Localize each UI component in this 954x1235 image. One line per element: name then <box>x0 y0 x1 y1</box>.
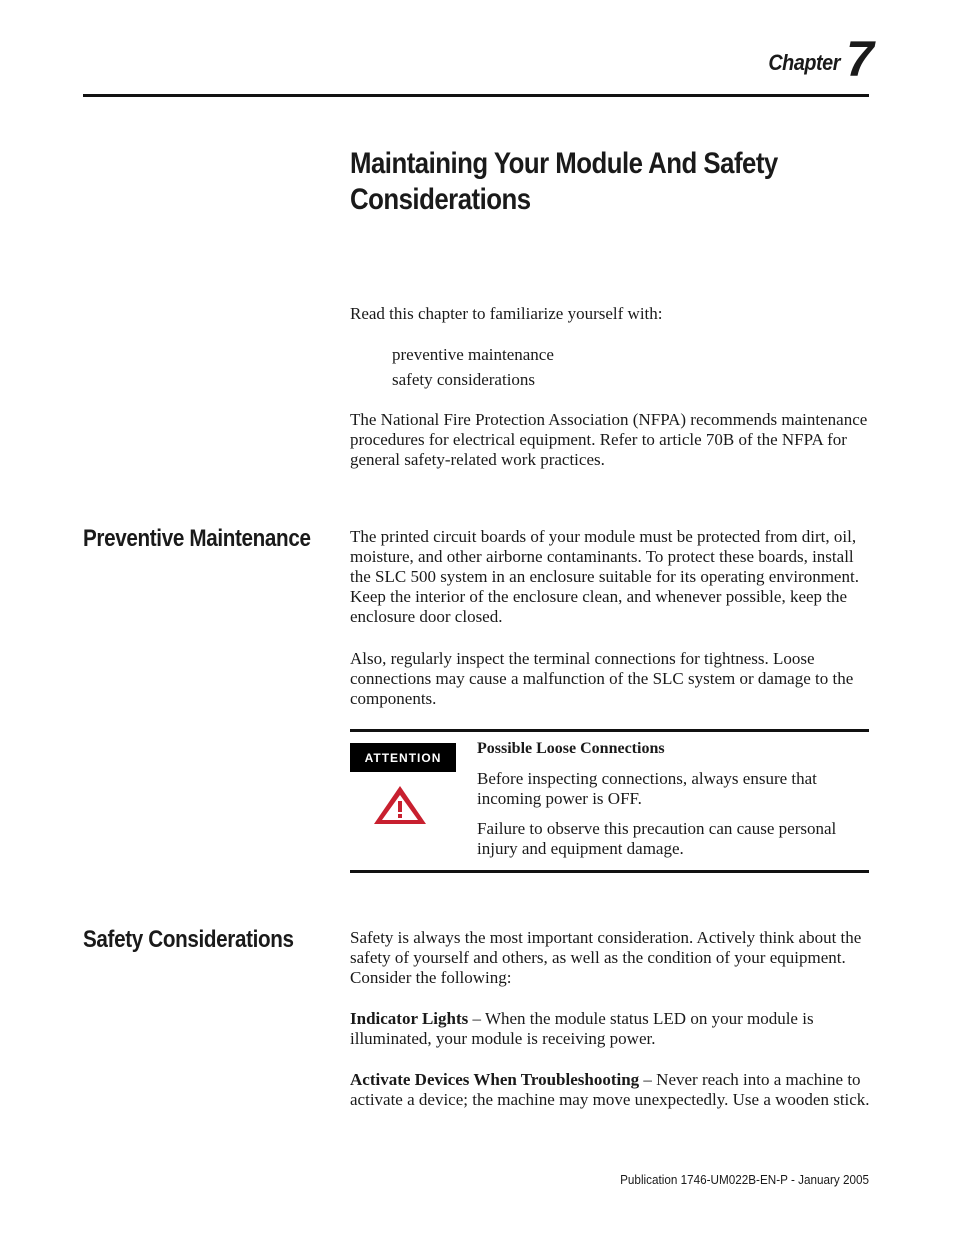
attention-paragraph-2: Failure to observe this precaution can cause personal injury and equipment damage. <box>477 819 837 858</box>
preventive-paragraph-1: The printed circuit boards of your module must be protected from dirt, oil, moisture, and other airborne contaminants. To protect these boards, install the SLC 500 system in an enclosure suitable for its operating environment. Keep the interior of the enclosure clean, and whenever possible, keep the enclosure door closed. <box>350 527 859 626</box>
publication-footer: Publication 1746-UM022B-EN-P - January 2005 <box>620 1172 869 1187</box>
safety-considerations-heading: Safety Considerations <box>83 926 294 953</box>
intro-lead: Read this chapter to familiarize yourself with: <box>350 304 663 323</box>
attention-paragraph-1: Before inspecting connections, always ensure that incoming power is OFF. <box>477 769 817 808</box>
activate-devices-item <box>350 1070 870 1110</box>
activate-devices-text: – Never reach into a machine to activate a device; the machine may move unexpectedly. Use a wooden stick. <box>350 1070 870 1109</box>
preventive-paragraph-2: Also, regularly inspect the terminal connections for tightness. Loose connections may cause a malfunction of the SLC system or damage to the components. <box>350 649 854 708</box>
nfpa-paragraph: The National Fire Protection Association (NFPA) recommends maintenance procedures for electrical equipment. Refer to article 70B of the NFPA for general safety-related work practices. <box>350 410 868 469</box>
header-rule <box>83 94 869 97</box>
warning-triangle-icon <box>372 784 428 826</box>
indicator-lights-item <box>350 1009 870 1049</box>
attention-top-rule <box>350 729 869 732</box>
attention-badge: ATTENTION <box>350 743 456 772</box>
activate-devices-label: Activate Devices When Troubleshooting <box>350 1070 640 1089</box>
attention-title: Possible Loose Connections <box>477 740 665 757</box>
bullet-preventive-maintenance: preventive maintenance <box>392 345 554 364</box>
page-title: Maintaining Your Module And Safety Considerations <box>350 147 778 216</box>
chapter-number: 7 <box>846 31 874 87</box>
safety-paragraph: Safety is always the most important consideration. Actively think about the safety of yourself and others, as well as the condition of your equipment. Consider the following: <box>350 928 862 987</box>
attention-bottom-rule <box>350 870 869 873</box>
bullet-safety-considerations: safety considerations <box>392 370 536 389</box>
indicator-lights-text: – When the module status LED on your module is illuminated, your module is receiving power. <box>350 1009 814 1048</box>
indicator-lights-label: Indicator Lights <box>350 1009 469 1028</box>
chapter-label: Chapter <box>768 50 840 75</box>
preventive-maintenance-heading: Preventive Maintenance <box>83 525 311 552</box>
